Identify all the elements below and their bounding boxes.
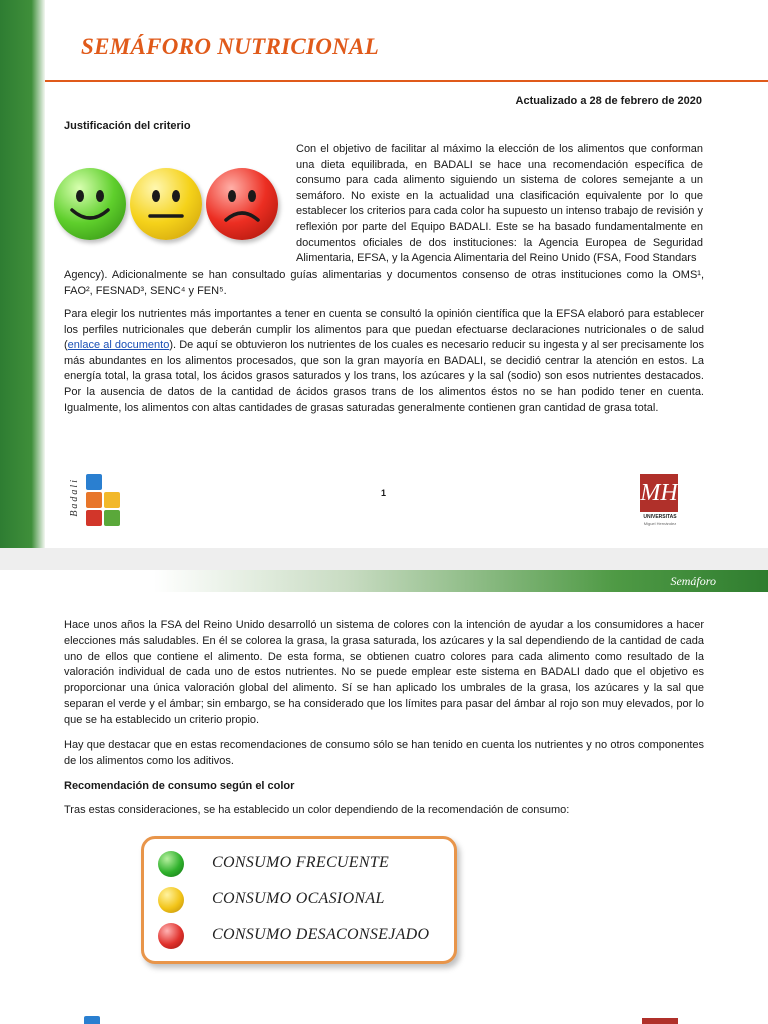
fruit-tile-icon [86, 510, 102, 526]
green-light-icon [158, 851, 184, 877]
paragraph-additives: Hay que destacar que en estas recomendaciones de consumo sólo se han tenido en cuenta los nutrientes y no otros componentes de los alimentos como los aditivos. [64, 739, 704, 767]
sad-face-icon [206, 168, 278, 240]
umh-subname: Miguel Hernández [643, 521, 677, 526]
paragraph-legend-intro: Tras estas consideraciones, se ha establecido un color dependiendo de la recomendación de consumo: [64, 804, 570, 816]
leaf-tile-icon [104, 510, 120, 526]
paragraph-fsa: Hace unos años la FSA del Reino Unido desarrolló un sistema de colores con la intención de ayudar a los consumidores a hacer elecciones más saludables. En él se colorea la grasa, la grasa saturada, los azúcares y la sal dependiendo de la cantidad de cada uno de ellos que contiene el alimento. De esta forma, se obtienen cuatro colores para cada alimento como resultado de la valoración individual de cada uno de estos nutrientes. No se puede emplear este sistema en BADALI dado que el objetivo es proporcionar una única valoración global del alimento. Sí se han aplicado los umbrales de la grasa, los azúcares y la sal que separan el verde y el ámbar; sin embargo, se ha considerado que los límites para pasar del ámbar al rojo son muy elevados, por lo que se ha establecido un criterio propio. [64, 619, 704, 726]
header-label: Semáforo [670, 574, 716, 588]
page-header-bar [0, 570, 768, 592]
legend-label-discouraged: CONSUMO DESACONSEJADO [212, 926, 430, 943]
document-page-2 [0, 570, 768, 1024]
badali-logo-fragment [70, 1016, 104, 1024]
neutral-face-icon [130, 168, 202, 240]
badali-logo-letters: Badali [69, 478, 80, 517]
umh-mark: MH [640, 474, 678, 512]
grain-tile-icon [104, 492, 120, 508]
badali-logo [69, 472, 124, 530]
paragraph-intro: Con el objetivo de facilitar al máximo la elección de los alimentos que conforman una dieta equilibrada, en BADALI se hace una recomendación específica de consumo para cada alimento siguiendo un sistema de colores semejante a un semáforo. No existe en la actualidad una clasificación equivalente por lo que establecer los criterios para cada color ha supuesto un intenso trabajo de revisión y reflexión por parte del Equipo BADALI. Este se ha basado fundamentalmente en documentos oficiales de dos instituciones: la Agencia Europea de Seguridad Alimentaria, EFSA, y la Agencia Alimentaria del Reino Unido (FSA, Food Standars [296, 143, 703, 265]
legend-label-frequent: CONSUMO FRECUENTE [212, 854, 390, 871]
paragraph-intro-continued: Agency). Adicionalmente se han consultado guías alimentarias y documentos consenso de otras instituciones como la OMS¹, FAO², FESNAD³, SENC⁴ y FEN⁵. [64, 269, 704, 297]
food-tile-icon [86, 492, 102, 508]
section-heading-recommendation: Recomendación de consumo según el color [64, 780, 295, 792]
consumption-legend [141, 836, 457, 964]
title-divider [45, 80, 768, 82]
legend-item-discouraged [156, 921, 446, 951]
paragraph-nutrients-end: ). De aquí se obtuvieron los nutrientes de los cuales es necesario reducir su ingesta y al ser precisamente los más abundantes en los alimentos procesados, que son la gran mayoría en BADALI, se decidió centrar la atención en estos. La energía total, la grasa total, los ácidos grasos saturados y los trans, los azúcares y la sal (sodio) son esos nutrientes destacados. Por la ausencia de datos de la cantidad de ácidos grasos trans de los alimentos éstos no se han podido tener en cuenta. Igualmente, los alimentos con altas cantidades de grasas saturadas generalmente contienen gran cantidad de grasa total. [64, 339, 704, 414]
happy-face-icon [54, 168, 126, 240]
water-drop-icon [86, 474, 102, 490]
legend-item-frequent [156, 849, 446, 879]
page-title: SEMÁFORO NUTRICIONAL [81, 34, 380, 59]
umh-logo-fragment [642, 1018, 678, 1024]
paragraph-nutrients [64, 307, 704, 416]
document-link[interactable]: enlace al documento [67, 339, 170, 352]
section-heading: Justificación del criterio [64, 120, 191, 132]
updated-date: Actualizado a 28 de febrero de 2020 [515, 95, 702, 107]
paragraph-nutrients-start: Para elegir los nutrientes más importantes a tener en cuenta se consultó la opinión científica que la EFSA elaboró para establecer los perfiles nutricionales que deberán cumplir los alimentos para que puedan efectuarse declaraciones nutricionales o de salud ( [64, 308, 704, 352]
red-light-icon [158, 923, 184, 949]
legend-label-occasional: CONSUMO OCASIONAL [212, 890, 385, 907]
page-side-bar [0, 0, 45, 548]
legend-item-occasional [156, 885, 446, 915]
umh-logo [638, 474, 682, 530]
page-number: 1 [381, 488, 387, 498]
emoji-faces-image [52, 160, 284, 248]
umh-name: UNIVERSITAS [643, 514, 677, 520]
page-gap [0, 548, 768, 570]
yellow-light-icon [158, 887, 184, 913]
